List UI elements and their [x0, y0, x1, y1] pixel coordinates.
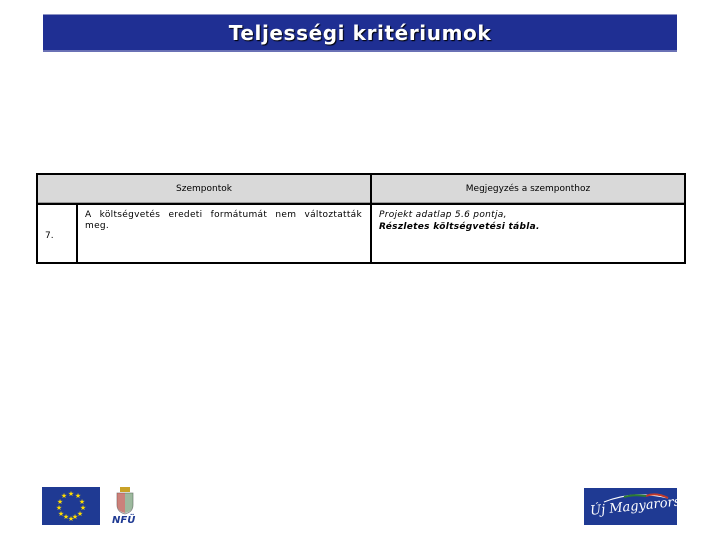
nfu-logo-text: NFÜ	[112, 515, 136, 526]
criteria-table	[36, 173, 686, 264]
svg-text:★: ★	[76, 510, 84, 518]
svg-text:★: ★	[62, 513, 70, 521]
eu-flag-stars	[42, 487, 100, 525]
slide-title: Teljességi kritériumok	[228, 20, 492, 45]
svg-text:★: ★	[71, 513, 79, 521]
uj-magyarorszag-logo-icon	[584, 488, 704, 525]
note-cell	[372, 205, 684, 262]
note-line-1: Projekt adatlap 5.6 pontja,	[379, 210, 507, 220]
note-line-2-bold: Részletes költségvetési tábla.	[379, 222, 540, 232]
um-logo-text: Új Magyarország	[589, 492, 704, 519]
eu-flag-icon	[42, 487, 100, 525]
svg-text:★: ★	[74, 492, 82, 500]
criterion-cell: A költségvetés eredeti formátumát nem változtatták meg.	[78, 205, 372, 262]
svg-text:★: ★	[79, 504, 87, 512]
header-cell-criteria: Szempontok	[38, 175, 372, 205]
svg-text:★: ★	[57, 510, 65, 518]
svg-text:★: ★	[60, 492, 68, 500]
svg-text:★: ★	[78, 498, 86, 506]
row-number-cell: 7.	[38, 205, 78, 262]
title-bar	[43, 14, 677, 52]
svg-text:★: ★	[67, 490, 75, 498]
svg-text:★: ★	[67, 515, 75, 523]
note-line-2	[379, 221, 678, 233]
svg-text:★: ★	[56, 498, 64, 506]
header-cell-note: Megjegyzés a szemponthoz	[372, 175, 684, 205]
svg-text:★: ★	[55, 504, 63, 512]
